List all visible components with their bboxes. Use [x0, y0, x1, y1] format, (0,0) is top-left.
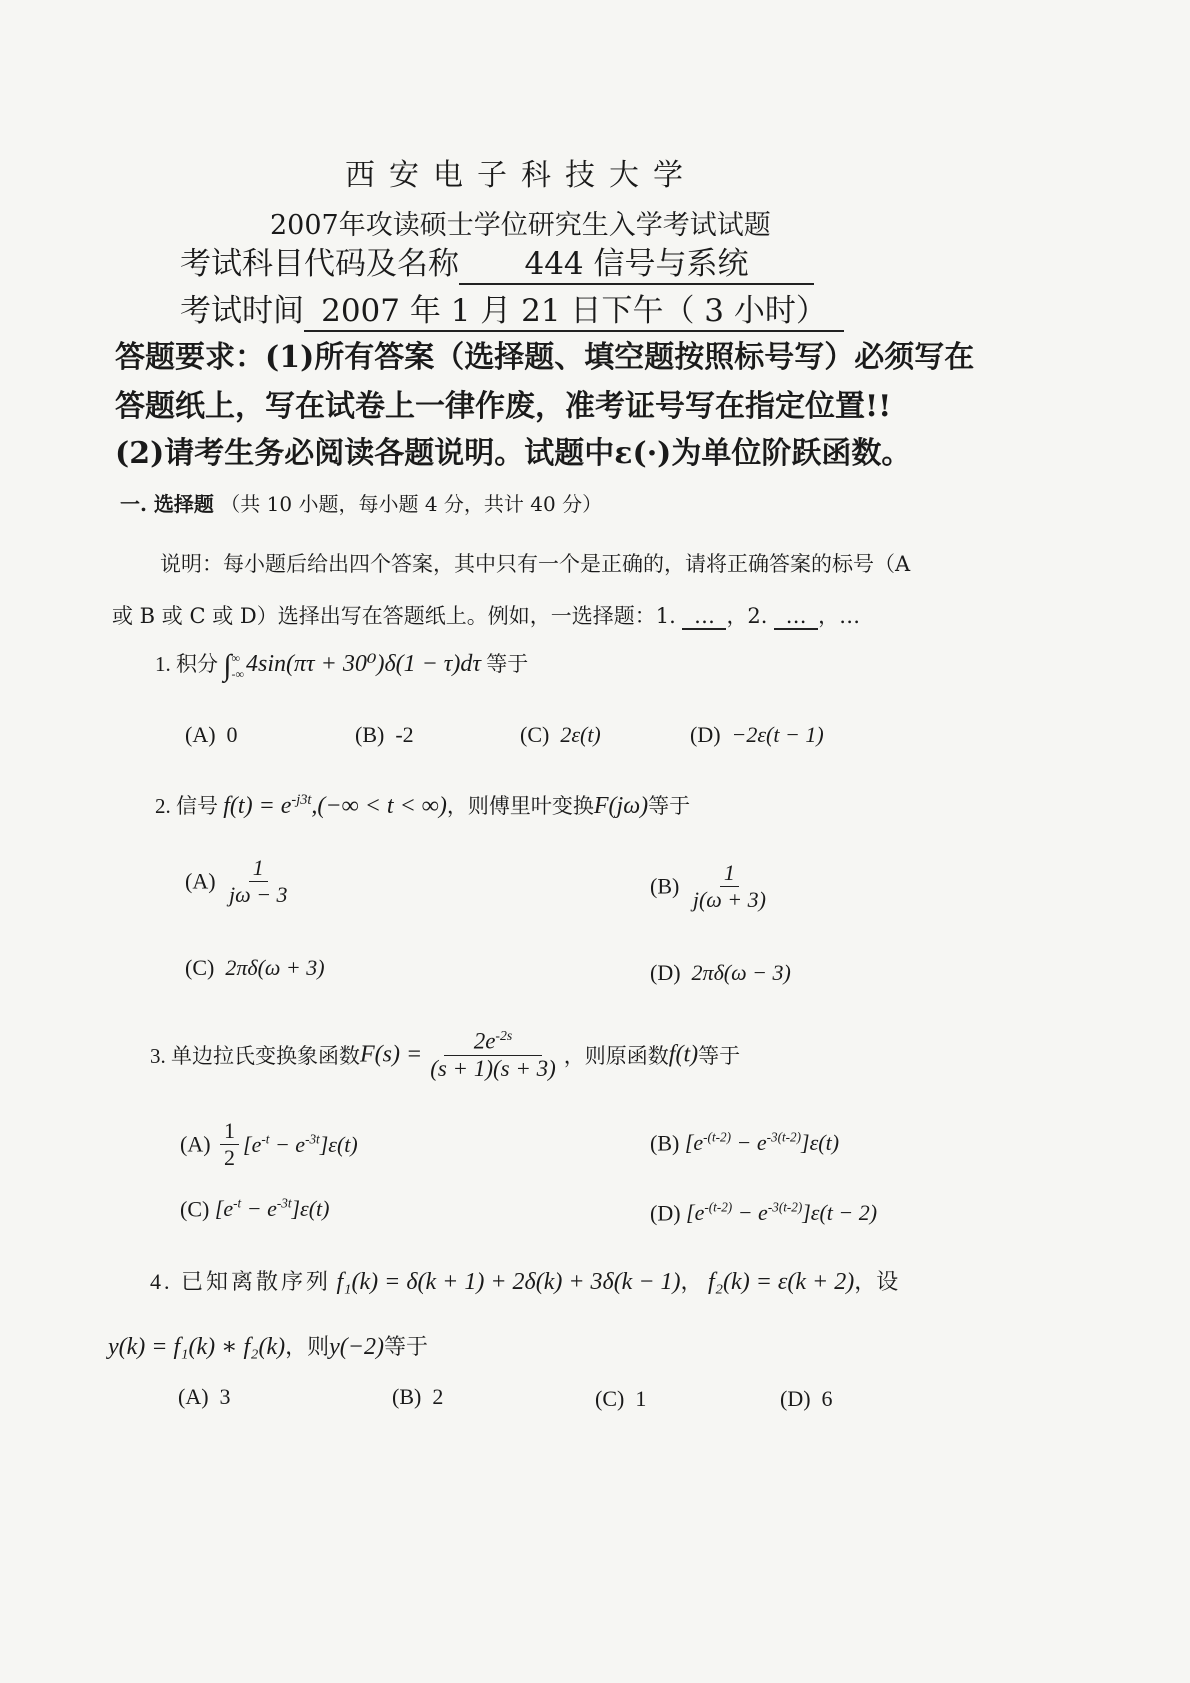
q1-expression: 4sin(πτ + 30⁰)δ(1 − τ)dτ — [246, 651, 481, 677]
subject-label: 考试科目代码及名称 — [180, 246, 459, 282]
q3-fraction: $\frac{2e^{-2s}}{(s + 1)(s + 3)}$ — [430, 1028, 556, 1081]
q4-end: 等于 — [383, 1334, 428, 1359]
q3-option-d: (D) $[e^{-(t-2)} - e^{-3(t-2)}]\varepsilon(t - 2)$ — [650, 1200, 878, 1226]
q2-option-b: (B) $\frac{1}{j(\omega + 3)}$ — [650, 860, 766, 912]
q3-suffix: 等于 — [698, 1043, 741, 1068]
note-text: 或 B 或 C 或 D）选择出写在答题纸上。例如，一选择题：1. — [112, 604, 676, 628]
question-2 — [155, 790, 690, 820]
q2-prefix: 2. 信号 — [155, 794, 218, 818]
time-value: 2007 年 1 月 21 日下午（ 3 小时） — [304, 285, 844, 332]
university-name: 西安电子科技大学 — [345, 158, 697, 193]
q3-option-a: (A) $\frac{1}{2}$ $[e^{-t} - e^{-3t}]\varepsilon(t)$ — [180, 1118, 358, 1170]
answer-blank: … — [682, 604, 726, 630]
answer-blank: … — [774, 604, 818, 630]
question-3 — [150, 1028, 740, 1082]
q3-option-b: (B) $[e^{-(t-2)} - e^{-3(t-2)}]\varepsilon(t)$ — [650, 1130, 840, 1156]
q3-fs: F(s) = — [360, 1041, 423, 1068]
q4-option-b: (B) 2 — [392, 1384, 444, 1409]
q4-f1: f₁(k) = δ(k + 1) + 2δ(k) + 3δ(k − 1) — [336, 1269, 681, 1295]
lower-limit: -∞ — [231, 667, 245, 682]
q3-option-c: (C) $[e^{-t} - e^{-3t}]\varepsilon(t)$ — [180, 1196, 330, 1222]
q2-option-c: (C) 2πδ(ω + 3) — [185, 955, 325, 980]
q1-option-d: (D) −2ε(t − 1) — [690, 722, 824, 747]
question-4-line-2 — [108, 1330, 428, 1361]
subject-value: 444 信号与系统 — [459, 238, 814, 285]
integral-symbol: ∫ — [223, 649, 232, 683]
q2-signal: $f(t) = e^{-j3t},(-\infty < t$ < ∞) — [223, 792, 447, 819]
q2-transform: F(jω) — [593, 793, 649, 819]
q1-option-c: (C) 2ε(t) — [520, 722, 601, 747]
requirement-line-2: 答题纸上，写在试卷上一律作废，准考证号写在指定位置!! — [115, 389, 892, 424]
section-points: （共 10 小题，每小题 4 分，共计 40 分） — [220, 492, 603, 516]
integral-limits — [231, 650, 244, 682]
section-heading — [120, 488, 602, 517]
time-row — [180, 285, 844, 332]
q4-f2: f₂(k) = ε(k + 2) — [708, 1269, 855, 1295]
requirement-line-1: 答题要求：(1)所有答案（选择题、填空题按照标号写）必须写在 — [115, 340, 975, 375]
q4-option-d: (D) 6 — [780, 1386, 833, 1411]
question-1 — [155, 648, 528, 683]
q1-prefix: 1. 积分 — [155, 652, 218, 676]
q4-sep: ， — [680, 1269, 703, 1294]
q1-suffix: 等于 — [486, 652, 529, 676]
q1-option-a: (A) 0 — [185, 722, 238, 747]
section-title: 一. 选择题 — [120, 492, 214, 516]
q4-mid: ，则 — [285, 1334, 330, 1359]
requirement-line-3: (2)请考生务必阅读各题说明。试题中ε(·)为单位阶跃函数。 — [115, 436, 912, 471]
q4-convolution: y(k) = f₁(k) ∗ f₂(k) — [108, 1334, 286, 1360]
q2-option-a: (A) $\frac{1}{j\omega - 3}$ — [185, 855, 288, 907]
section-note-line-2 — [112, 600, 860, 630]
q4-prefix: 4. 已知离散序列 — [150, 1269, 332, 1294]
q3-middle: ，则原函数 — [563, 1043, 669, 1068]
upper-limit: ∞ — [231, 651, 241, 666]
section-note-line-1: 说明：每小题后给出四个答案，其中只有一个是正确的，请将正确答案的标号（A — [160, 552, 911, 576]
q4-y: y(−2) — [329, 1334, 384, 1360]
q2-suffix: 等于 — [648, 794, 691, 818]
subject-row — [180, 238, 814, 285]
q3-ft: f(t) — [668, 1041, 699, 1068]
q4-option-c: (C) 1 — [595, 1386, 647, 1411]
q1-option-b: (B) -2 — [355, 722, 414, 747]
note-end: ，… — [818, 604, 861, 628]
q4-suffix: ，设 — [854, 1269, 899, 1294]
q4-option-a: (A) 3 — [178, 1384, 231, 1409]
q2-option-d: (D) 2πδ(ω − 3) — [650, 960, 791, 985]
question-4 — [150, 1265, 898, 1296]
time-label: 考试时间 — [180, 293, 304, 329]
exam-title: 2007年攻读硕士学位研究生入学考试试题 — [270, 210, 771, 241]
q2-middle: ，则傅里叶变换 — [446, 794, 594, 818]
note-sep: ，2. — [726, 604, 768, 628]
q3-prefix: 3. 单边拉氏变换象函数 — [150, 1043, 360, 1068]
